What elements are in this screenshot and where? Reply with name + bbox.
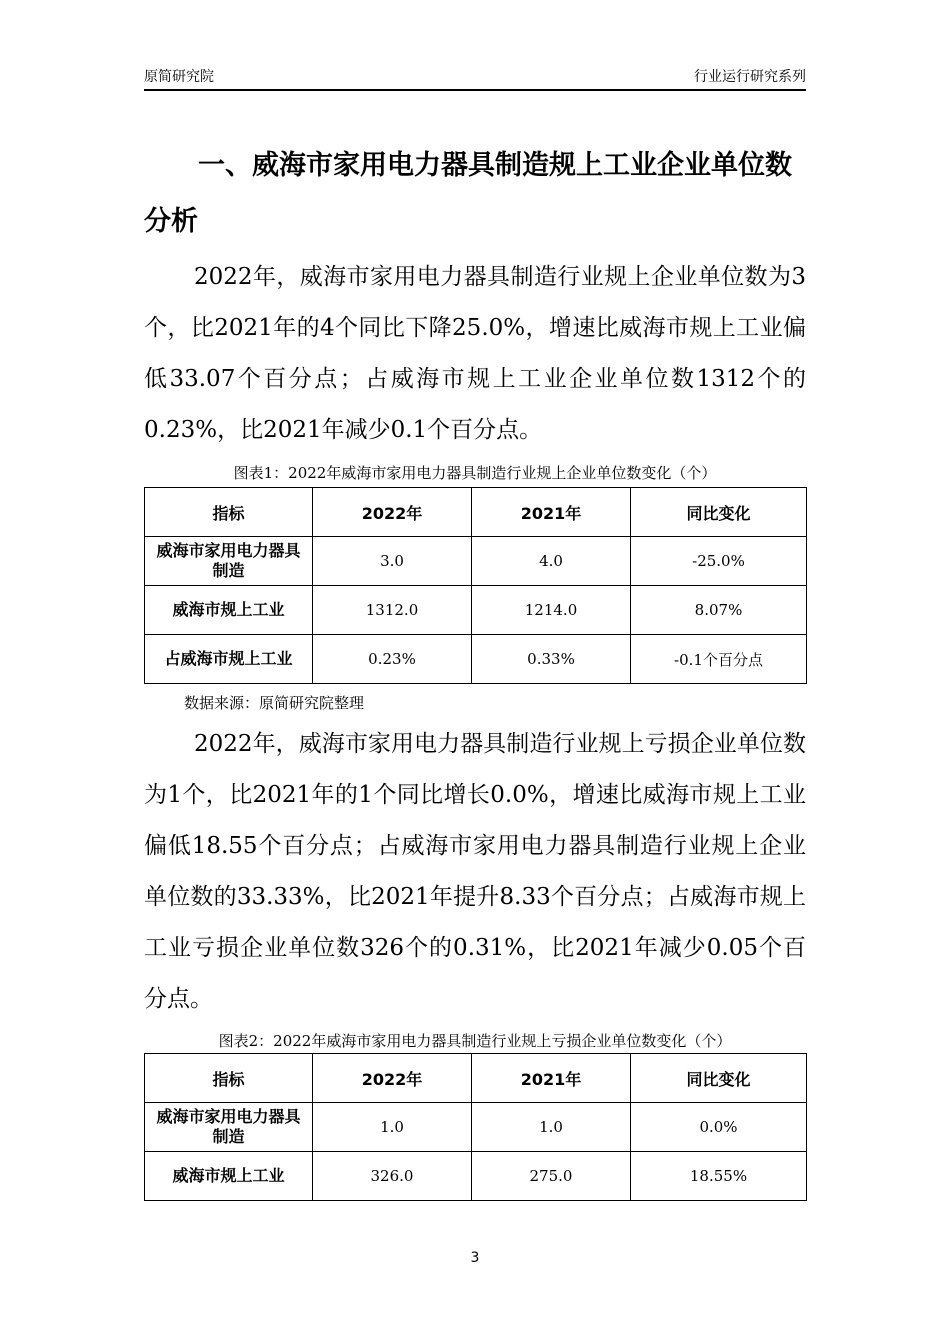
table-row xyxy=(145,635,807,684)
table-row xyxy=(145,1152,807,1201)
page-number: 3 xyxy=(470,1250,480,1266)
table-header-row xyxy=(145,1054,807,1103)
table-cell: 8.07% xyxy=(631,586,807,635)
header-org-name: 原简研究院 xyxy=(144,69,214,85)
table-cell: 1312.0 xyxy=(313,586,472,635)
table2-caption: 图表2：2022年威海市家用电力器具制造行业规上亏损企业单位数变化（个） xyxy=(218,1032,732,1050)
table-cell: 1.0 xyxy=(313,1103,472,1152)
table-cell: 0.23% xyxy=(313,635,472,684)
column-header: 同比变化 xyxy=(631,488,807,537)
table-cell: 0.33% xyxy=(472,635,631,684)
column-header: 2022年 xyxy=(313,488,472,537)
table1-caption: 图表1：2022年威海市家用电力器具制造行业规上企业单位数变化（个） xyxy=(233,464,717,482)
column-header: 指标 xyxy=(145,488,313,537)
table-header-row xyxy=(145,488,807,537)
row-label: 威海市家用电力器具制造 xyxy=(145,537,313,586)
paragraph-1: 2022年，威海市家用电力器具制造行业规上企业单位数为3个，比2021年的4个同比下降25.0%，增速比威海市规上工业偏低33.07个百分点；占威海市规上工业企业单位数1312个的0.23%，比2021年减少0.1个百分点。 xyxy=(144,264,806,443)
table-cell: 18.55% xyxy=(631,1152,807,1201)
table2 xyxy=(144,1053,807,1201)
header-series-name: 行业运行研究系列 xyxy=(694,69,806,85)
table-cell: 1214.0 xyxy=(472,586,631,635)
table-cell: 4.0 xyxy=(472,537,631,586)
table-cell: 0.0% xyxy=(631,1103,807,1152)
table-row xyxy=(145,1103,807,1152)
paragraph-2: 2022年，威海市家用电力器具制造行业规上亏损企业单位数为1个，比2021年的1个同比增长0.0%，增速比威海市规上工业偏低18.55个百分点；占威海市家用电力器具制造行业规上企业单位数的33.33%，比2021年提升8.33个百分点；占威海市规上工业亏损企业单位数326个的0.31%，比2021年减少0.05个百分点。 xyxy=(144,731,806,1012)
table-cell: -25.0% xyxy=(631,537,807,586)
column-header: 2022年 xyxy=(313,1054,472,1103)
table-row xyxy=(145,586,807,635)
column-header: 2021年 xyxy=(472,488,631,537)
column-header: 2021年 xyxy=(472,1054,631,1103)
table1 xyxy=(144,487,807,684)
table-row xyxy=(145,537,807,586)
page-header xyxy=(144,64,806,91)
row-label: 占威海市规上工业 xyxy=(145,635,313,684)
section-title: 一、威海市家用电力器具制造规上工业企业单位数分析 xyxy=(144,150,792,237)
row-label: 威海市规上工业 xyxy=(145,1152,313,1201)
table-cell: 275.0 xyxy=(472,1152,631,1201)
row-label: 威海市家用电力器具制造 xyxy=(145,1103,313,1152)
table-cell: -0.1个百分点 xyxy=(631,635,807,684)
table1-source-note: 数据来源：原简研究院整理 xyxy=(184,694,365,712)
table-cell: 3.0 xyxy=(313,537,472,586)
table-cell: 1.0 xyxy=(472,1103,631,1152)
column-header: 指标 xyxy=(145,1054,313,1103)
row-label: 威海市规上工业 xyxy=(145,586,313,635)
table-cell: 326.0 xyxy=(313,1152,472,1201)
column-header: 同比变化 xyxy=(631,1054,807,1103)
